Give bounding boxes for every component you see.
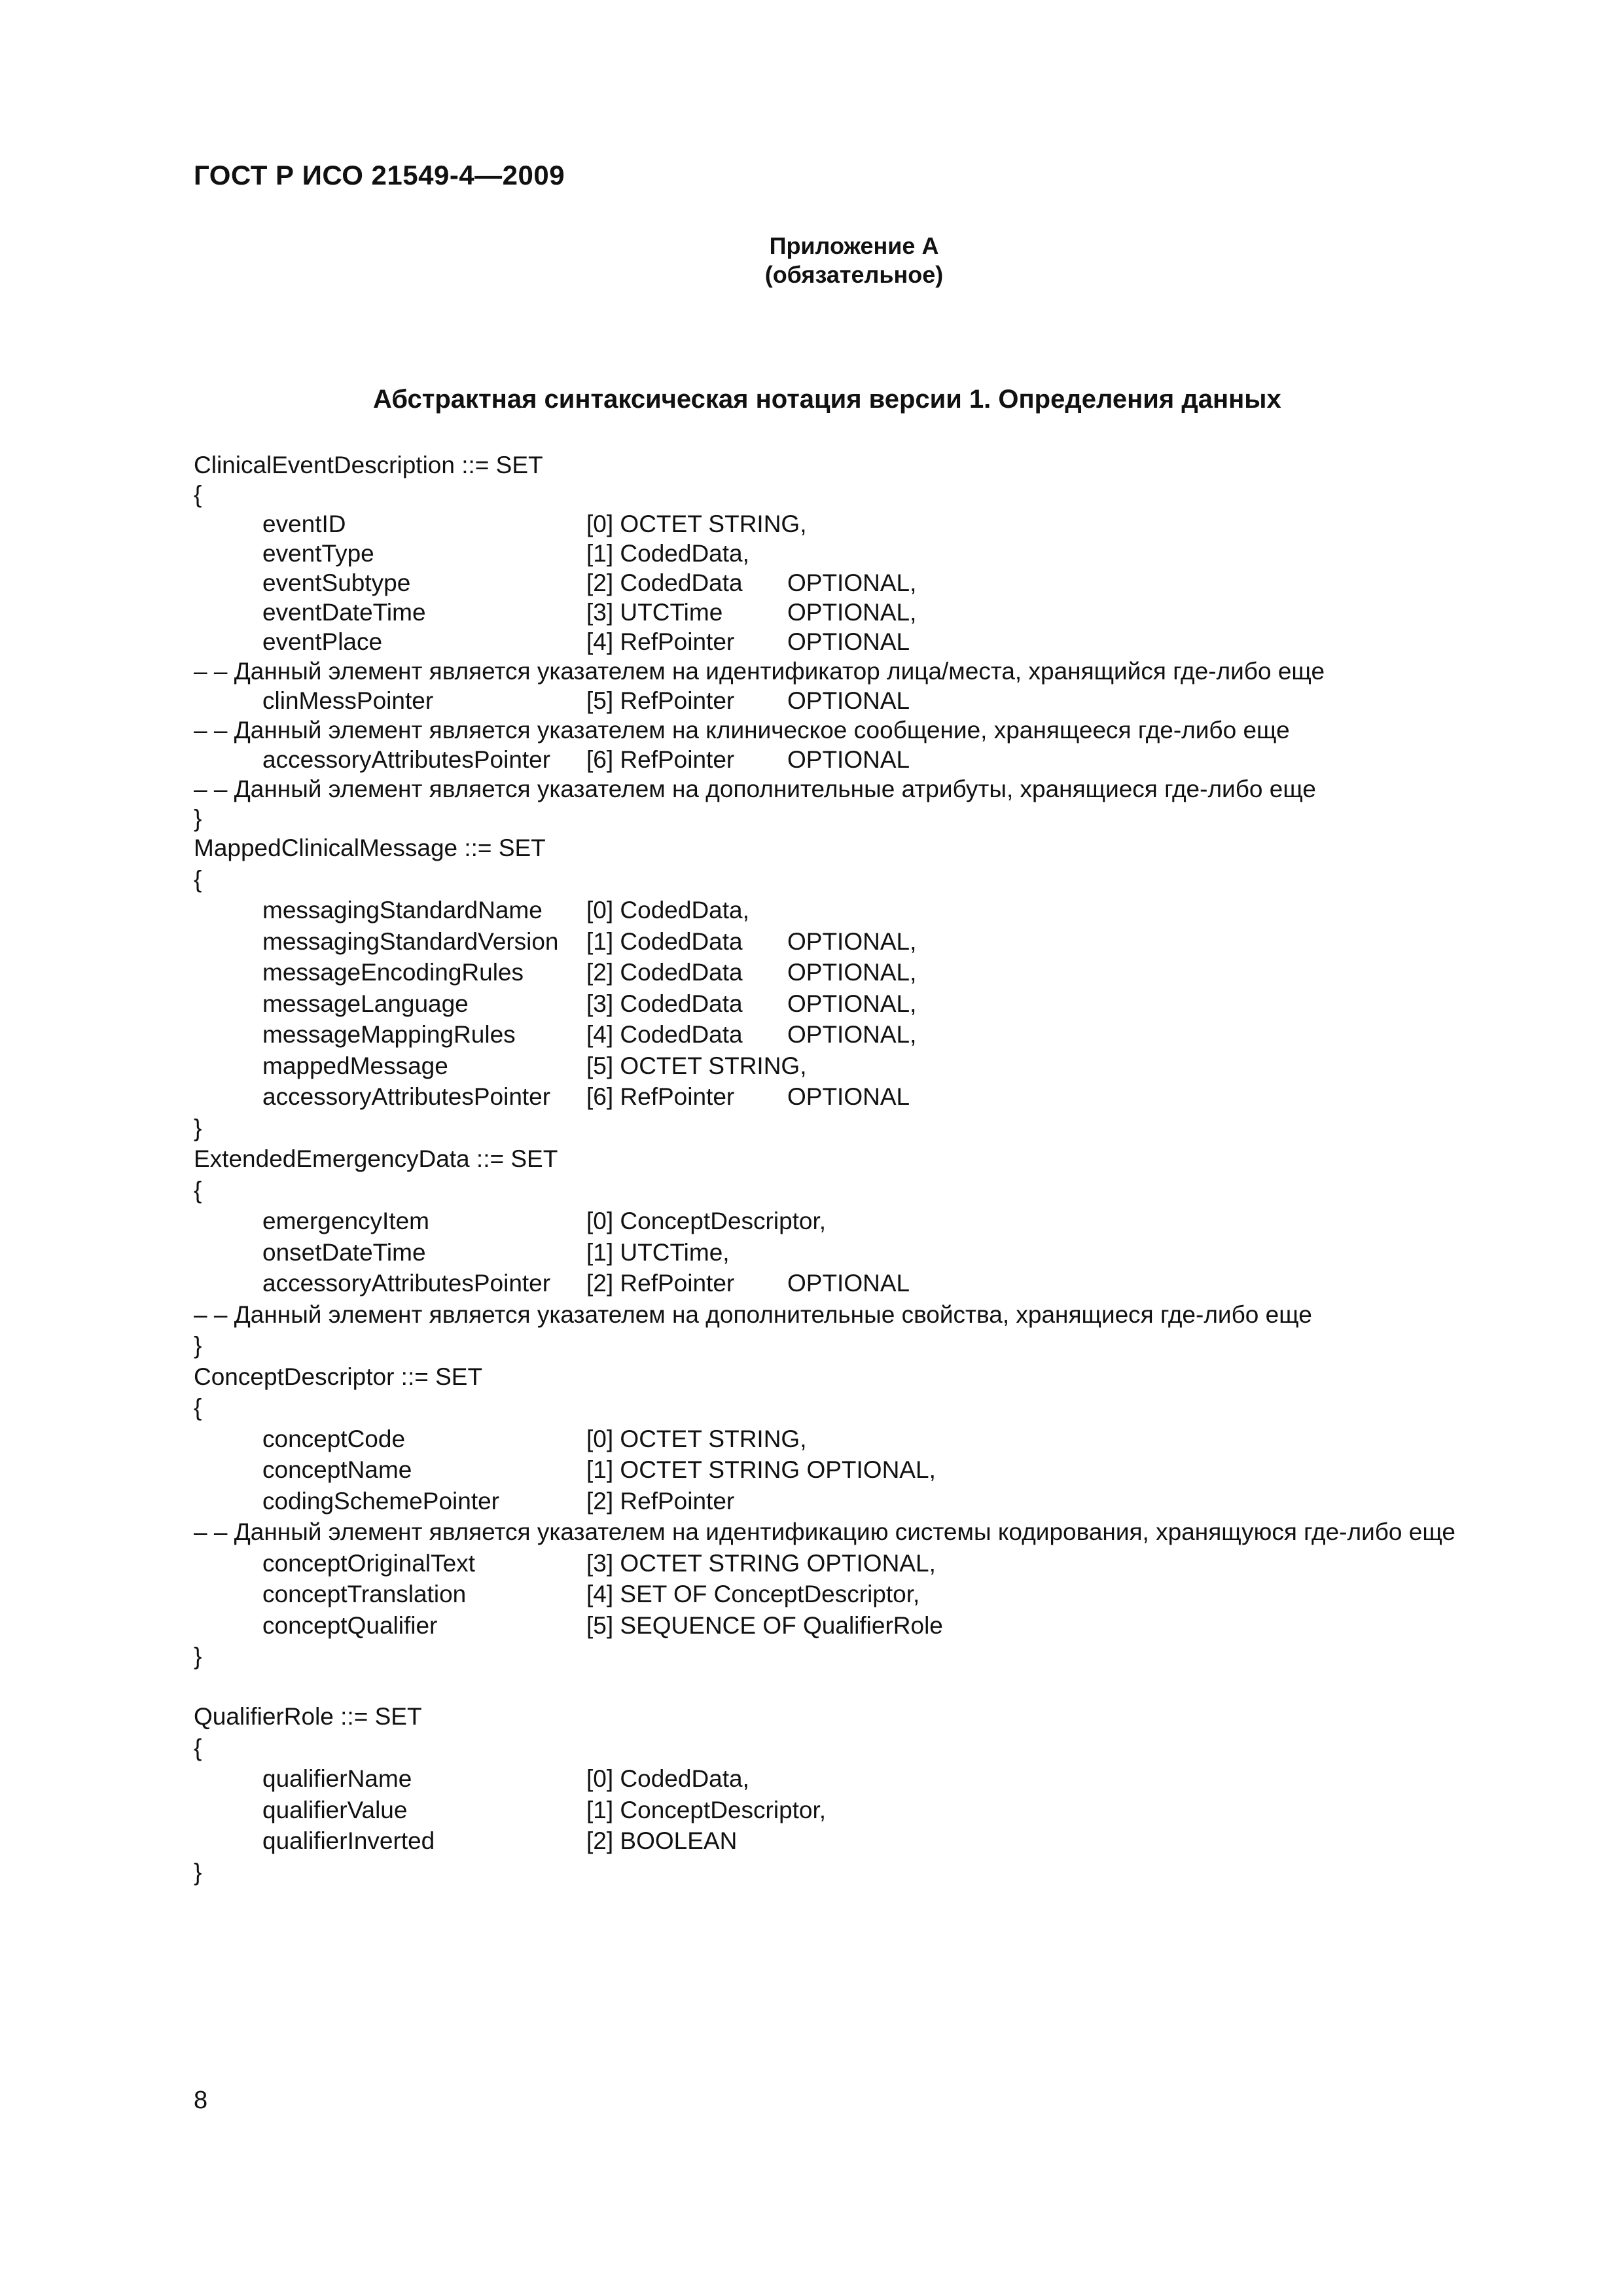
close-brace: } — [194, 1114, 202, 1141]
field-row: conceptOriginalText [3] OCTET STRING OPTIONAL, — [262, 1549, 936, 1577]
field-row: eventID [0] OCTET STRING, — [262, 511, 807, 537]
comment-line: – – Данный элемент является указателем на дополнительные атрибуты, хранящиеся где-либо еще — [194, 776, 1316, 802]
type-definition: ConceptDescriptor ::= SET — [194, 1363, 483, 1390]
type-definition: MappedClinicalMessage ::= SET — [194, 834, 546, 861]
close-brace: } — [194, 1643, 202, 1670]
open-brace: { — [194, 1394, 202, 1421]
field-row: eventDateTime [3] UTCTime OPTIONAL, — [262, 599, 917, 626]
field-row: conceptName [1] OCTET STRING OPTIONAL, — [262, 1456, 936, 1483]
field-row: conceptTranslation [4] SET OF ConceptDescriptor, — [262, 1581, 920, 1607]
field-row: accessoryAttributesPointer [6] RefPointer OPTIONAL — [262, 1083, 910, 1110]
comment-line: – – Данный элемент является указателем на дополнительные свойства, хранящиеся где-либо еще — [194, 1300, 1312, 1328]
field-row: qualifierName [0] CodedData, — [262, 1765, 749, 1792]
page-number: 8 — [194, 2087, 208, 2114]
section-title: Абстрактная синтаксическая нотация версии 1. Определения данных — [373, 385, 1281, 414]
open-brace: { — [194, 1176, 202, 1204]
field-row: accessoryAttributesPointer [6] RefPointer OPTIONAL — [262, 746, 910, 773]
open-brace: { — [194, 1734, 202, 1761]
annex-title: Приложение А — [769, 232, 939, 259]
type-definition: QualifierRole ::= SET — [194, 1703, 422, 1730]
field-row: messageMappingRules [4] CodedData OPTIONAL, — [262, 1021, 917, 1048]
field-row: clinMessPointer [5] RefPointer OPTIONAL — [262, 687, 910, 714]
field-row: messagingStandardName [0] CodedData, — [262, 897, 749, 924]
type-definition: ExtendedEmergencyData ::= SET — [194, 1145, 558, 1172]
comment-line: – – Данный элемент является указателем на идентификацию системы кодирования, хранящуюся где-либо еще — [194, 1518, 1455, 1545]
annex-status: (обязательное) — [764, 261, 944, 288]
close-brace: } — [194, 1332, 202, 1359]
document-header: ГОСТ Р ИСО 21549-4—2009 — [194, 160, 565, 190]
field-row: mappedMessage [5] OCTET STRING, — [262, 1052, 807, 1079]
field-row: codingSchemePointer [2] RefPointer — [262, 1487, 735, 1515]
comment-line: – – Данный элемент является указателем на идентификатор лица/места, хранящийся где-либо еще — [194, 658, 1325, 685]
field-row: conceptCode [0] OCTET STRING, — [262, 1425, 807, 1452]
field-row: eventSubtype [2] CodedData OPTIONAL, — [262, 569, 917, 596]
field-row: conceptQualifier [5] SEQUENCE OF QualifierRole — [262, 1611, 943, 1639]
asn1-listing — [194, 450, 1503, 1888]
open-brace: { — [194, 481, 202, 508]
field-row: qualifierValue [1] ConceptDescriptor, — [262, 1796, 827, 1823]
type-definition: ClinicalEventDescription ::= SET — [194, 452, 543, 478]
field-row: messageEncodingRules [2] CodedData OPTIONAL, — [262, 959, 917, 986]
field-row: accessoryAttributesPointer [2] RefPointer OPTIONAL — [262, 1270, 910, 1297]
field-row: eventType [1] CodedData, — [262, 540, 749, 567]
field-row: messageLanguage [3] CodedData OPTIONAL, — [262, 990, 917, 1017]
comment-line: – – Данный элемент является указателем на клиническое сообщение, хранящееся где-либо еще — [194, 717, 1290, 744]
close-brace: } — [194, 1858, 202, 1886]
field-row: emergencyItem [0] ConceptDescriptor, — [262, 1208, 827, 1234]
open-brace: { — [194, 865, 202, 893]
field-row: messagingStandardVersion [1] CodedData OPTIONAL, — [262, 927, 917, 955]
field-row: onsetDateTime [1] UTCTime, — [262, 1238, 730, 1266]
field-row: eventPlace [4] RefPointer OPTIONAL — [262, 628, 910, 655]
field-row: qualifierInverted [2] BOOLEAN — [262, 1827, 738, 1854]
close-brace: } — [194, 805, 202, 832]
